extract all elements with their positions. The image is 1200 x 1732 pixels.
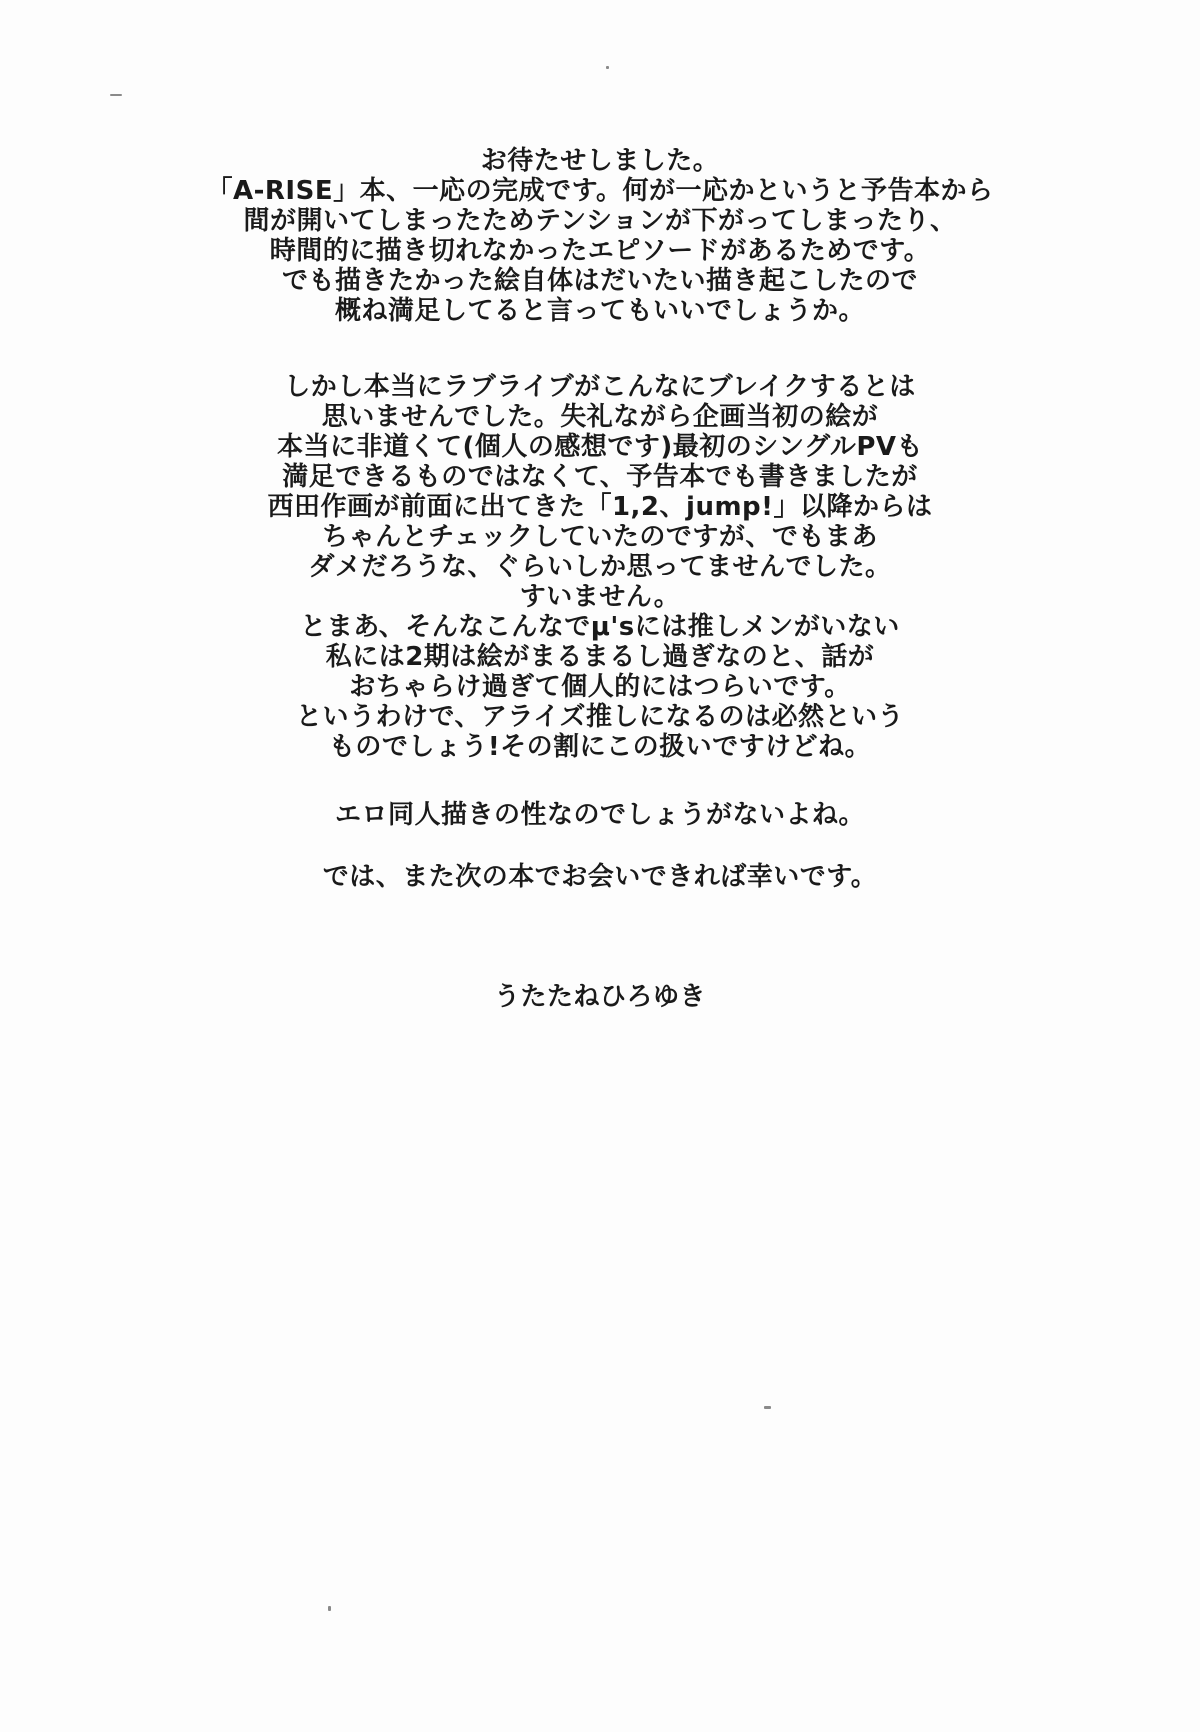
text-line: ちゃんとチェックしていたのですが、でもまあ xyxy=(322,522,878,552)
text-line: 時間的に描き切れなかったエピソードがあるためです。 xyxy=(269,236,931,266)
text-line: とまあ、そんなこんなでμ'sには推しメンがいない xyxy=(300,612,900,642)
text-line: しかし本当にラブライブがこんなにブレイクするとは xyxy=(284,372,916,402)
scan-speck xyxy=(606,66,609,69)
text-line: ものでしょう!その割にこの扱いですけどね。 xyxy=(328,732,872,762)
text-line: すいません。 xyxy=(519,582,681,612)
text-line: 「A-RISE」本、一応の完成です。何が一応かというと予告本から xyxy=(206,176,994,206)
paragraph-story xyxy=(150,372,1050,762)
scan-speck xyxy=(110,94,122,96)
text-line: 満足できるものではなくて、予告本でも書きましたが xyxy=(282,462,918,492)
text-line: 概ね満足してると言ってもいいでしょうか。 xyxy=(334,296,865,326)
text-line: というわけで、アライズ推しになるのは必然という xyxy=(296,702,904,732)
text-line: ダメだろうな、ぐらいしか思ってませんでした。 xyxy=(308,552,892,582)
paragraph-farewell: では、また次の本でお会いできれば幸いです。 xyxy=(322,862,878,892)
afterword-text xyxy=(150,146,1050,1012)
text-line: 間が開いてしまったためテンションが下がってしまったり、 xyxy=(243,206,957,236)
scan-speck xyxy=(328,1606,331,1611)
text-line: 私には2期は絵がまるまるし過ぎなのと、話が xyxy=(325,642,875,672)
text-line: お待たせしました。 xyxy=(480,146,720,176)
text-line: 西田作画が前面に出てきた「1,2、jump!」以降からは xyxy=(267,492,933,522)
paragraph-doujin: エロ同人描きの性なのでしょうがないよね。 xyxy=(334,800,865,830)
text-line: おちゃらけ過ぎて個人的にはつらいです。 xyxy=(349,672,851,702)
author-signature: うたたねひろゆき xyxy=(493,982,706,1012)
scan-speck xyxy=(764,1406,771,1409)
paragraph-apology xyxy=(150,146,1050,326)
text-line: 思いませんでした。失礼ながら企画当初の絵が xyxy=(321,402,879,432)
text-line: 本当に非道くて(個人の感想です)最初のシングルPVも xyxy=(277,432,923,462)
text-line: でも描きたかった絵自体はだいたい描き起こしたので xyxy=(281,266,918,296)
